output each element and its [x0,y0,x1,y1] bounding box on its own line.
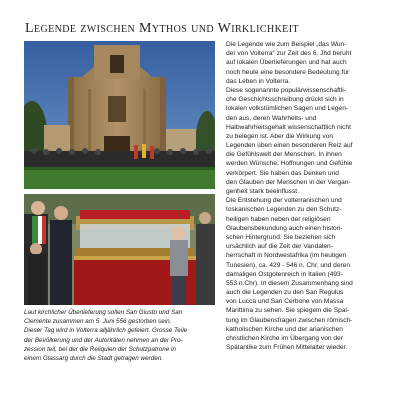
body-line: Spätantike zum Frühen Mittelalter wieder. [226,344,348,352]
body-line: verkörpert. Sie haben das Denken und [226,169,339,177]
body-line: noch heute eine besondere Bedeutung für [226,68,350,76]
caption-line: der Bevölkerung und der Autoritäten nehmen an der Pro- [24,336,183,344]
body-line: che Geschichtsschreibung drückt sich in [226,96,344,104]
caption-line: Dieser Tag wird in Volterra alljährlich gefeiert. Grosse Teile [24,327,188,335]
body-line: Halbwahrheitsgehalt wissenschaftlich nicht [226,123,351,131]
body-line: toskanischen Legenden zu den Schutz- [226,206,342,214]
church-photo [24,41,215,189]
body-line: 553 n.Chr). In diesem Zusammenhang sind [226,279,353,287]
body-line: den aus, deren Wahrheits- und [226,114,317,122]
page-title: Legende zwischen Mythos und Wirklichkeit [25,21,299,36]
body-line: genheit stark beeinflusst. [226,188,299,195]
caption-line: Laut kirchlicher Überlieferung sollen San Giusto und San [24,309,183,316]
body-line: damaligen Ostgotenreich in Italien (493- [226,270,343,278]
body-line: auf lokalen Überlieferungen und hat auch [226,59,347,67]
procession-photo [24,194,215,305]
caption-line: zession teil, bei der die Reliquien der Schutzpatrone in [24,345,176,353]
body-line: auch die Legenden zu den San Regulus [226,289,344,297]
body-line: Diese sogenannte populärwissenschaftli- [226,86,346,94]
caption-line: Clemente zusammen am 5. Juni 556 gestorben sein. [24,318,172,326]
body-line: Die Entstehung der volterranischen und [226,197,342,205]
body-line: ursächlich auf die Zeit der Vandalen- [226,243,333,251]
caption-line: einem Glassarg durch die Stadt getragen werden. [24,355,163,363]
body-line: Legenden üben einen besonderen Reiz auf [226,142,353,150]
body-line: herrschaft in Nordwestafrika (im heutigen [226,252,347,260]
body-line: werden Wünsche, Hoffnungen und Gefühle [226,160,353,168]
body-line: schen Hintergrund. Sie beziehen sich [226,233,336,241]
body-line: den Glauben der Menschen in der Vergan- [226,178,351,186]
body-line: zu belegen ist. Aber die Wirkung von [226,132,334,140]
body-line: tung im Glaubensfragen zwischen römisch- [226,316,353,324]
photo-caption [24,308,216,363]
body-line: von Lucca und San Cerbone von Massa [226,298,344,306]
body-line: heiligen haben neben der religiösen [226,215,331,223]
body-line: die Gefühlswelt der Menschen. In ihnen [226,151,342,159]
body-line: lokalen volkstümlichen Sagen und Legen- [226,105,349,113]
body-line: Die Legende wie zum Beispiel „das Wun- [226,41,347,48]
body-line: katholischen Kirche und der arianischen [226,325,343,333]
body-line: der von Volterra“ zur Zeit des 6. Jhd beruht [226,50,352,58]
article-body [226,40,391,352]
body-line: christlichen Kirche im Übergang von der [226,335,343,342]
body-line: Glaubensbekundung auch einen histori- [226,224,343,232]
body-line: Marittima zu sehen. Sie spiegeln die Spal- [226,307,350,315]
body-line: Tunesien), ca. 429 - 546 n. Chr. und deren [226,261,351,269]
body-line: das Leben in Volterra. [226,77,291,85]
